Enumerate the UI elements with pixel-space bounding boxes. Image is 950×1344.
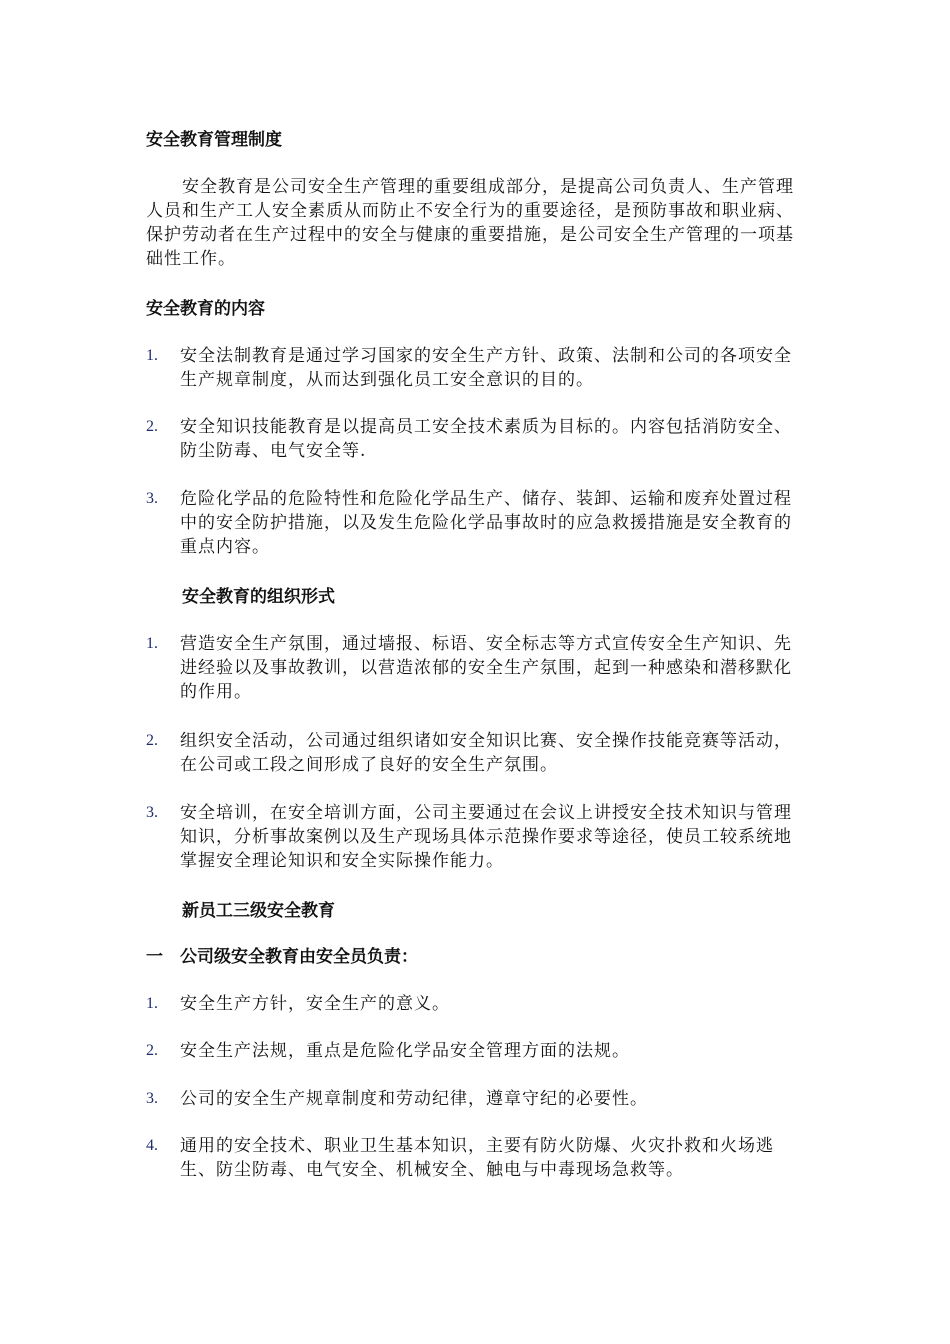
list-item: [146, 729, 816, 777]
list-item-text: 安全生产方针，安全生产的意义。: [180, 994, 450, 1014]
list-item-text: 安全知识技能教育是以提高员工安全技术素质为目标的。内容包括消防安全、防尘防毒、电气安全等.: [180, 417, 792, 461]
section-heading-three-level: 新员工三级安全教育: [182, 901, 335, 921]
document-title: 安全教育管理制度: [146, 130, 282, 150]
list-item-text: 通用的安全技术、职业卫生基本知识，主要有防火防爆、火灾扑救和火场逃生、防尘防毒、电气安全、机械安全、触电与中毒现场急救等。: [180, 1136, 774, 1180]
list-item: [146, 801, 816, 873]
list-item: [146, 415, 816, 463]
list-item-text: 组织安全活动，公司通过组织诸如安全知识比赛、安全操作技能竞赛等活动，在公司或工段之间形成了良好的安全生产氛围。: [180, 731, 792, 775]
section-heading-content: 安全教育的内容: [146, 299, 265, 319]
list-item-text: 公司的安全生产规章制度和劳动纪律，遵章守纪的必要性。: [180, 1089, 648, 1109]
list-item: [146, 1134, 816, 1182]
list-item: [146, 1039, 816, 1063]
list-number: 1.: [146, 995, 158, 1012]
list-number: 2.: [146, 732, 158, 749]
list-item-text: 安全培训，在安全培训方面，公司主要通过在会议上讲授安全技术知识与管理知识，分析事故案例以及生产现场具体示范操作要求等途径，使员工较系统地掌握安全理论知识和安全实际操作能力。: [180, 803, 792, 871]
list-item-text: 安全法制教育是通过学习国家的安全生产方针、政策、法制和公司的各项安全生产规章制度，从而达到强化员工安全意识的目的。: [180, 346, 792, 390]
list-number: 3.: [146, 490, 158, 507]
list-item: [146, 1087, 816, 1111]
intro-paragraph: 安全教育是公司安全生产管理的重要组成部分，是提高公司负责人、生产管理人员和生产工人安全素质从而防止不安全行为的重要途径，是预防事故和职业病、保护劳动者在生产过程中的安全与健康的重要措施，是公司安全生产管理的一项基础性工作。: [146, 177, 794, 269]
section-heading-company-level: 一 公司级安全教育由安全员负责：: [146, 947, 418, 967]
list-item-text: 营造安全生产氛围，通过墙报、标语、安全标志等方式宣传安全生产知识、先进经验以及事故教训，以营造浓郁的安全生产氛围，起到一种感染和潜移默化的作用。: [180, 634, 792, 702]
list-item-text: 危险化学品的危险特性和危险化学品生产、储存、装卸、运输和废弃处置过程中的安全防护措施，以及发生危险化学品事故时的应急救援措施是安全教育的重点内容。: [180, 489, 792, 557]
list-item-text: 安全生产法规，重点是危险化学品安全管理方面的法规。: [180, 1041, 630, 1061]
list-number: 3.: [146, 1090, 158, 1107]
section-heading-form: 安全教育的组织形式: [182, 587, 335, 607]
list-number: 2.: [146, 1042, 158, 1059]
list-number: 1.: [146, 635, 158, 652]
list-number: 2.: [146, 418, 158, 435]
list-item: [146, 344, 816, 392]
list-item: [146, 632, 816, 704]
list-number: 3.: [146, 804, 158, 821]
list-item: [146, 992, 816, 1016]
list-number: 4.: [146, 1137, 158, 1154]
list-item: [146, 487, 816, 559]
list-number: 1.: [146, 347, 158, 364]
